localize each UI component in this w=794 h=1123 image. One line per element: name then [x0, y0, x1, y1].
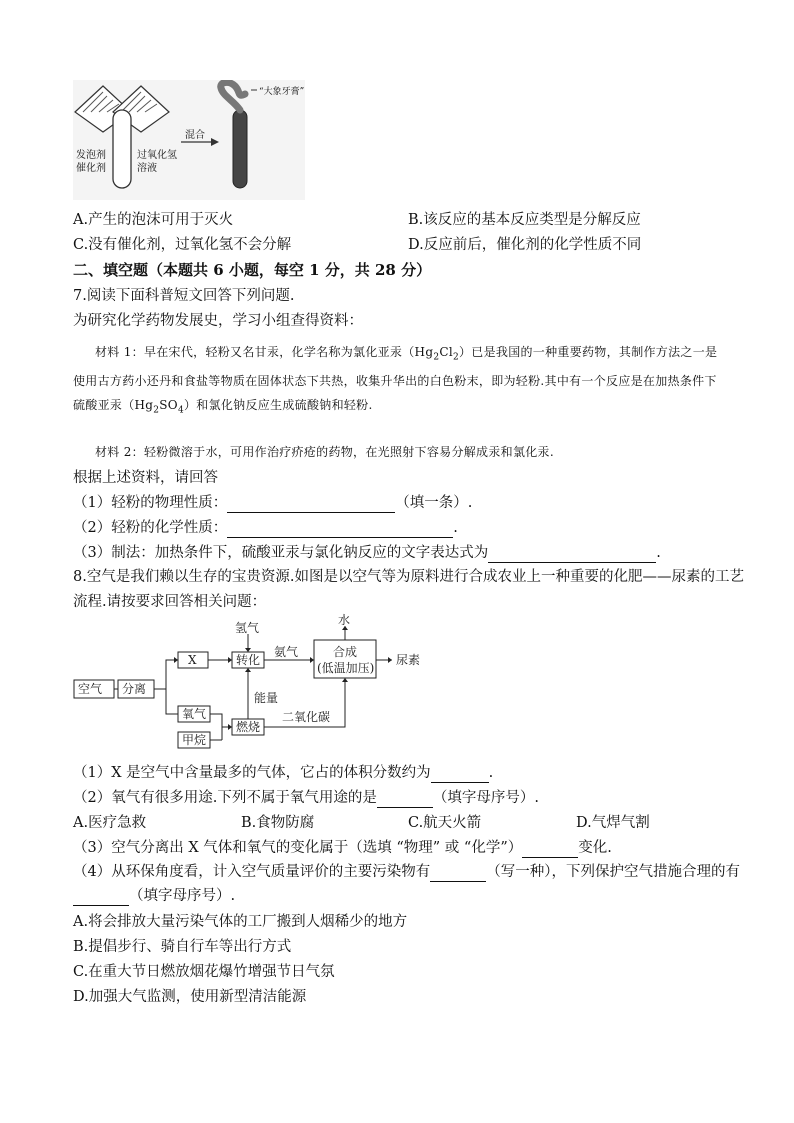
experiment-figure	[73, 80, 305, 200]
q6-option-c: C.没有催化剂，过氧化氢不会分解	[73, 237, 292, 253]
q7-material-1: 材料 1：早在宋代，轻粉又名甘汞，化学名称为氯化亚汞$(Hg_2Cl_2)$已是我国的一种重要药物，其制作方法之一是使用古方药小还丹和食盐等物质在固体状态下共热，收集升华出的白色粉末，即为轻粉.其中有一个反应是在加热条件下硫酸亚汞$(Hg_2SO_4)$和氯化钠反应生成硫酸钠和轻粉.	[73, 345, 718, 416]
flow-co2: 二氧化碳	[282, 710, 331, 724]
flow-synth: 合成	[333, 645, 358, 659]
q7-intro: 为研究化学药物发展史，学习小组查得资料：	[73, 313, 363, 329]
q8-option-a: A.医疗急救	[73, 815, 147, 831]
answer-blank[interactable]	[73, 891, 129, 906]
q8-part2: （2）氧气有很多用途.下列不属于氧气用途的是 （填字母序号）.	[73, 790, 539, 806]
answer-blank[interactable]	[488, 548, 656, 563]
label-h2o2: 过氧化氢	[137, 150, 177, 161]
answer-blank[interactable]	[522, 843, 578, 858]
answer-blank[interactable]	[431, 768, 489, 783]
q8-option-c: C.航天火箭	[408, 815, 482, 831]
urea-process-flowchart	[70, 612, 490, 752]
flow-water: 水	[338, 613, 351, 627]
q7-part1: （1）轻粉的物理性质： （填一条）.	[73, 495, 473, 511]
q7-prompt: 根据上述资料，请回答	[73, 470, 218, 486]
q8-part3: （3）空气分离出 X 气体和氧气的变化属于（选填 “物理” 或 “化学”） 变化.	[73, 840, 612, 856]
q6-option-a: A.产生的泡沫可用于灭火	[73, 212, 234, 228]
q8-choice-c: C.在重大节日燃放烟花爆竹增强节日气氛	[73, 964, 335, 980]
q7-part3: （3）制法：加热条件下，硫酸亚汞与氯化钠反应的文字表达式为 .	[73, 545, 661, 561]
q8-choice-b: B.提倡步行、骑自行车等出行方式	[73, 939, 292, 955]
flow-urea: 尿素	[396, 653, 421, 667]
label-foam-agent: 发泡剂	[76, 150, 106, 161]
label-catalyst: 催化剂	[76, 163, 106, 174]
flow-separate: 分离	[122, 682, 147, 696]
q7-stem: 7.阅读下面科普短文回答下列问题.	[73, 288, 295, 304]
section-title: 二、填空题（本题共 6 小题，每空 1 分，共 28 分）	[73, 261, 432, 279]
flow-ammonia: 氨气	[274, 645, 299, 659]
q8-part4-cont: （填字母序号）.	[73, 886, 235, 906]
q7-material-2: 材料 2：轻粉微溶于水，可用作治疗疥疮的药物，在光照射下容易分解成汞和氯化汞.	[95, 445, 554, 459]
q8-option-b: B.食物防腐	[241, 815, 315, 831]
flow-burn: 燃烧	[236, 720, 261, 734]
q8-stem-1: 8.空气是我们赖以生存的宝贵资源.如图是以空气等为原料进行合成农业上一种重要的化肥——尿素的工艺	[73, 569, 744, 585]
flow-air: 空气	[78, 682, 103, 696]
q8-part4: （4）从环保角度看，计入空气质量评价的主要污染物有 （写一种），下列保护空气措施合理的有	[73, 864, 740, 880]
flow-hydrogen: 氢气	[235, 621, 260, 635]
flow-convert: 转化	[236, 653, 261, 667]
q6-option-b: B.该反应的基本反应类型是分解反应	[408, 212, 641, 228]
answer-blank[interactable]	[377, 793, 433, 808]
q8-option-d: D.气焊气割	[576, 815, 650, 831]
answer-blank[interactable]	[430, 867, 486, 882]
flow-oxygen: 氧气	[182, 707, 207, 721]
q7-part2: （2）轻粉的化学性质： .	[73, 520, 458, 536]
label-elephant-toothpaste: “大象牙膏”	[259, 87, 305, 97]
q8-choice-a: A.将会排放大量污染气体的工厂搬到人烟稀少的地方	[73, 914, 408, 930]
label-mix: 混合	[185, 130, 205, 141]
flow-methane: 甲烷	[182, 733, 207, 747]
q8-stem-2: 流程.请按要求回答相关问题：	[73, 594, 267, 610]
q6-option-d: D.反应前后，催化剂的化学性质不同	[408, 237, 642, 253]
flow-x: X	[188, 653, 197, 667]
answer-blank[interactable]	[227, 523, 453, 538]
q8-choice-d: D.加强大气监测，使用新型清洁能源	[73, 989, 307, 1005]
flow-energy: 能量	[254, 691, 279, 705]
q8-part1: （1）X 是空气中含量最多的气体，它占的体积分数约为 .	[73, 765, 494, 781]
flow-synth-cond: (低温加压)	[317, 661, 375, 675]
label-solution: 溶液	[137, 163, 157, 174]
answer-blank[interactable]	[227, 498, 395, 513]
